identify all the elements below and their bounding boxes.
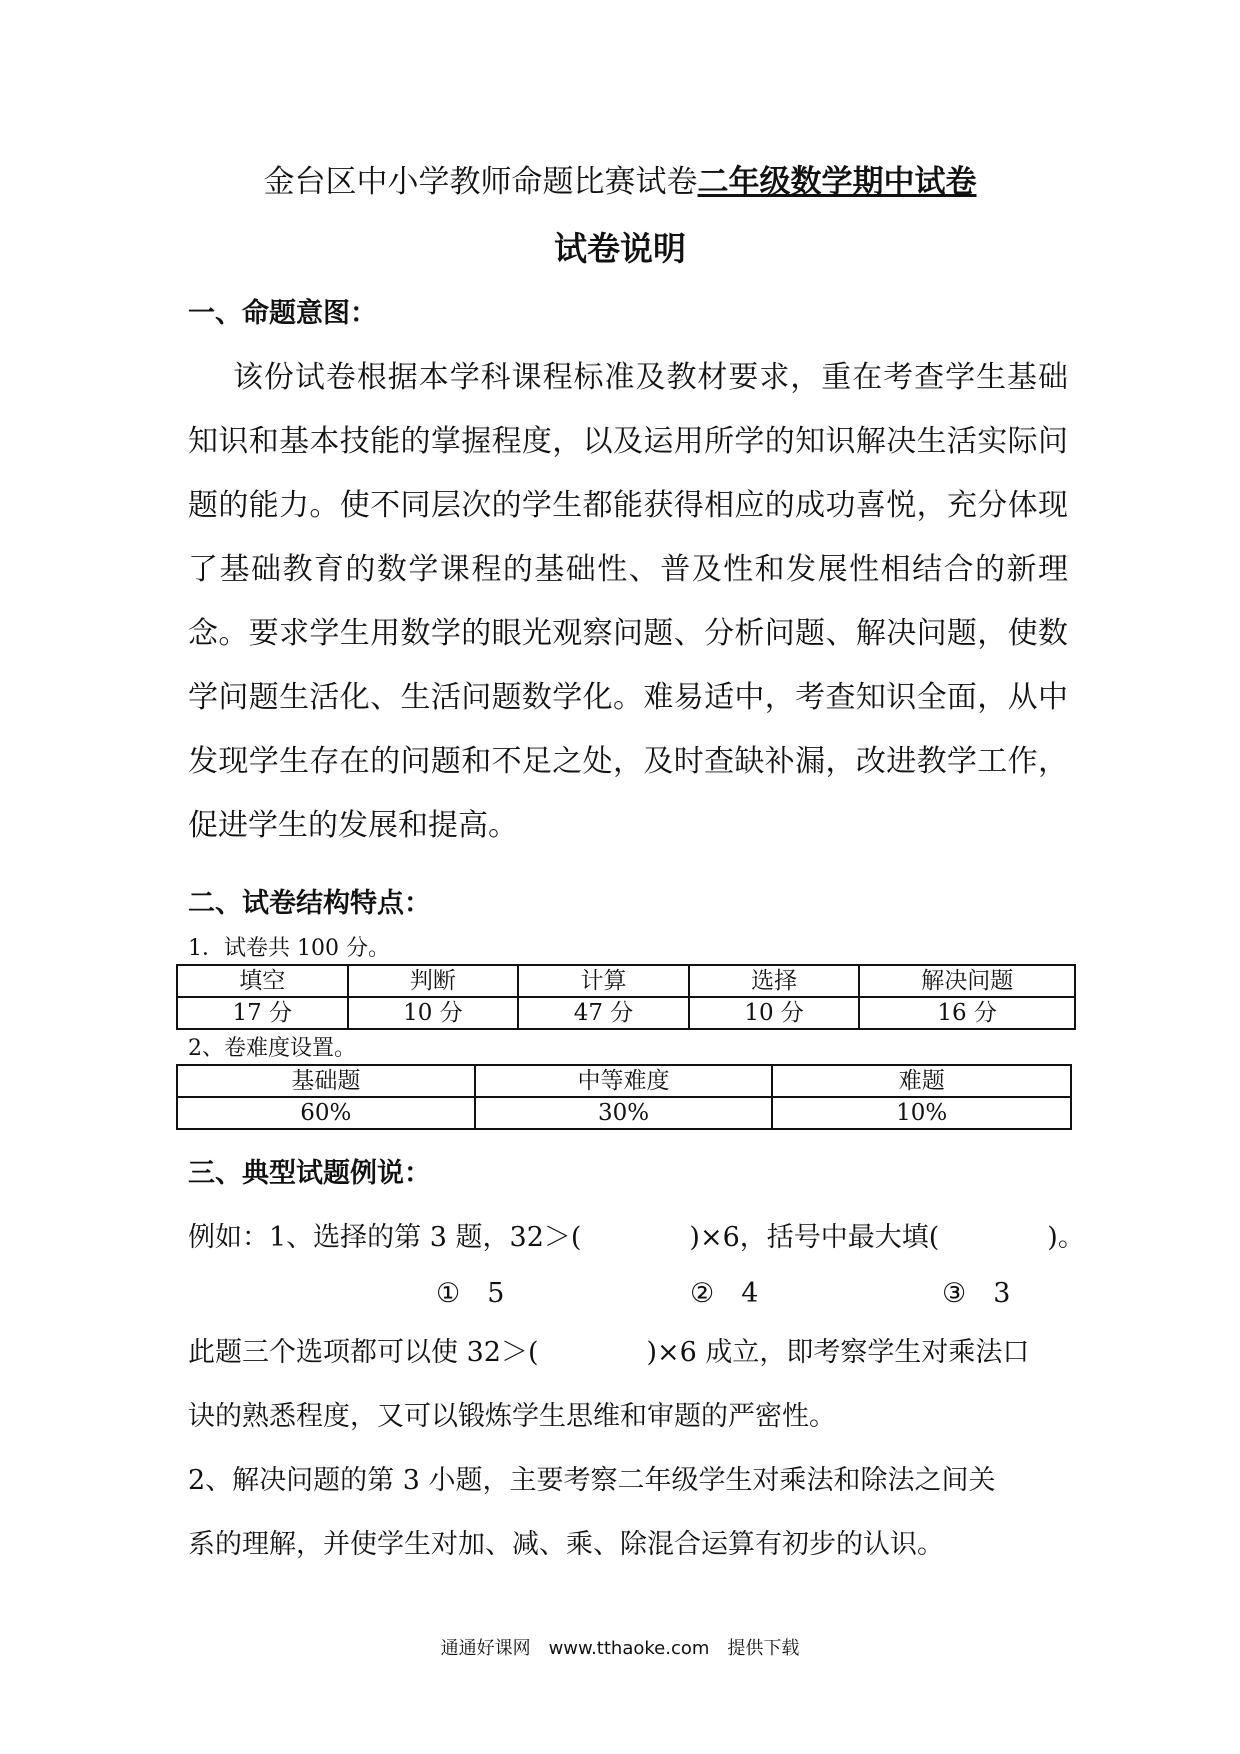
table-cell: 选择 <box>689 965 860 997</box>
table-cell: 16 分 <box>859 997 1075 1029</box>
example1-explain-line2: 诀的熟悉程度，又可以锻炼学生思维和审题的严密性。 <box>188 1401 836 1432</box>
table-row <box>177 965 1075 997</box>
table-cell: 填空 <box>177 965 348 997</box>
option-2: ② 4 <box>690 1278 759 1309</box>
subtitle: 试卷说明 <box>554 229 686 268</box>
example2-line2: 系的理解，并使学生对加、减、乘、除混合运算有初步的认识。 <box>188 1529 944 1560</box>
section1-text: 该份试卷根据本学科课程标准及教材要求，重在考查学生基础知识和基本技能的掌握程度，以及运用所学的知识解决生活实际问题的能力。使不同层次的学生都能获得相应的成功喜悦，充分体现了基础教育的数学课程的基础性、普及性和发展性相结合的新理念。要求学生用数学的眼光观察问题、分析问题、解决问题，使数学问题生活化、生活问题数学化。难易适中，考查知识全面，从中发现学生存在的问题和不足之处，及时查缺补漏，改进教学工作，促进学生的发展和提高。 <box>188 360 1068 843</box>
table-cell: 基础题 <box>177 1065 475 1097</box>
section2-heading: 二、试卷结构特点： <box>188 888 431 919</box>
table-cell: 难题 <box>772 1065 1071 1097</box>
table-row <box>177 997 1075 1029</box>
section1-heading: 一、命题意图： <box>188 298 377 329</box>
table-cell: 10 分 <box>689 997 860 1029</box>
score-table <box>176 964 1076 1030</box>
table-row <box>177 1065 1071 1097</box>
table-cell: 判断 <box>348 965 519 997</box>
difficulty-note: 2、卷难度设置。 <box>188 1036 356 1061</box>
option-3: ③ 3 <box>942 1278 1011 1309</box>
table-cell: 30% <box>475 1097 773 1129</box>
difficulty-table <box>176 1064 1072 1130</box>
score-note: 1．试卷共 100 分。 <box>188 936 390 961</box>
table-cell: 47 分 <box>518 997 689 1029</box>
option-1: ① 5 <box>436 1278 505 1309</box>
section1-body <box>188 346 1068 858</box>
example1-explain-line1: 此题三个选项都可以使 32＞( )×6 成立，即考察学生对乘法口 <box>188 1337 1030 1368</box>
section3-heading: 三、典型试题例说： <box>188 1158 431 1189</box>
title-emphasis: 二年级数学期中试卷 <box>697 164 977 200</box>
title-prefix: 金台区中小学教师命题比赛试卷 <box>263 164 698 200</box>
table-cell: 60% <box>177 1097 475 1129</box>
example1-question: 例如：1、选择的第 3 题，32＞( )×6，括号中最大填( )。 <box>188 1222 1085 1253</box>
table-cell: 10 分 <box>348 997 519 1029</box>
page-title <box>0 162 1240 202</box>
footer-credit: 通通好课网 www.tthaoke.com 提供下载 <box>440 1638 800 1659</box>
example2-line1: 2、解决问题的第 3 小题，主要考察二年级学生对乘法和除法之间关 <box>188 1465 996 1496</box>
table-cell: 计算 <box>518 965 689 997</box>
table-row <box>177 1097 1071 1129</box>
table-cell: 中等难度 <box>475 1065 773 1097</box>
table-cell: 10% <box>772 1097 1071 1129</box>
table-cell: 17 分 <box>177 997 348 1029</box>
table-cell: 解决问题 <box>859 965 1075 997</box>
